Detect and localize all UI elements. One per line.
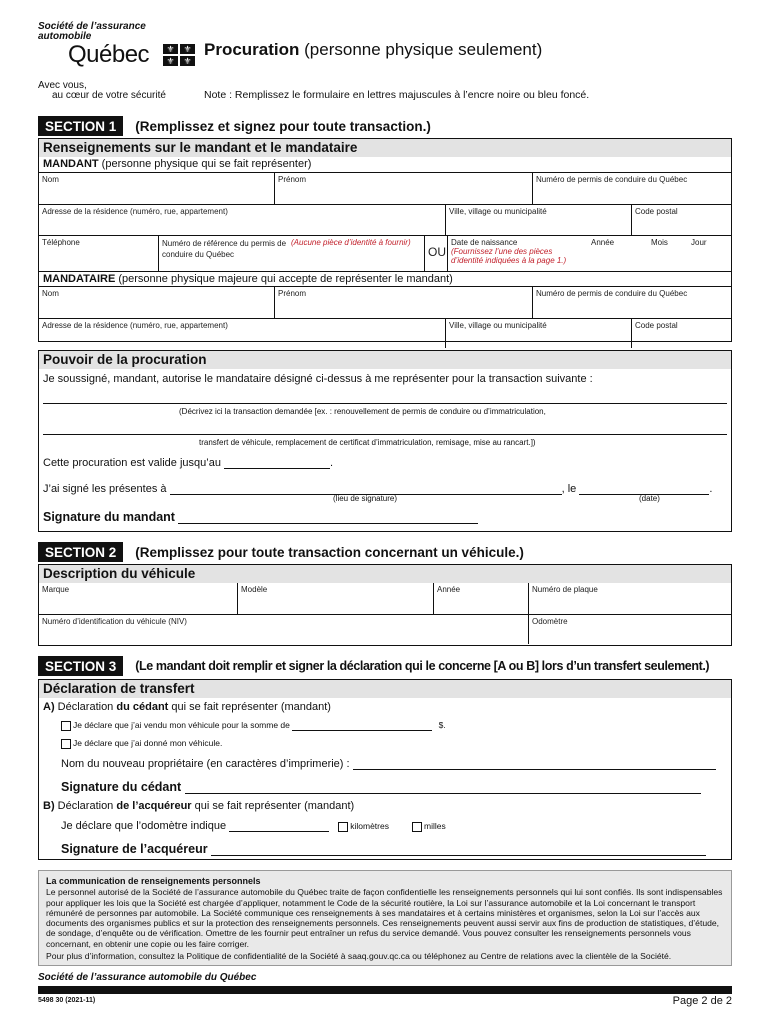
transfert-box [38, 679, 732, 860]
pouvoir-box [38, 350, 732, 532]
footer-org: Société de l’assurance automobile du Québec [38, 972, 257, 983]
mandataire-nom-field[interactable]: Nom [39, 287, 275, 318]
vehicule-title: Description du véhicule [39, 565, 731, 583]
section-1-instruction: (Remplissez et signez pour toute transaction.) [135, 118, 431, 134]
fournissez-note: (Fournissez l’une des pièces d’identité indiquées à la page 1.) [451, 247, 567, 265]
privacy-title: La communication de renseignements personnels [46, 876, 261, 886]
mandant-adresse-field[interactable]: Adresse de la résidence (numéro, rue, appartement) [39, 205, 446, 235]
mandant-code-postal-field[interactable]: Code postal [635, 207, 678, 216]
form-code: 5498 30 (2021-11) [38, 997, 96, 1004]
section-2-badge: SECTION 2 [38, 542, 123, 562]
donne-line: Je déclare que j’ai donné mon véhicule. [61, 738, 222, 749]
privacy-paragraph-2: Pour plus d’information, consultez la Politique de confidentialité de la Société à saaq.gouv.qc.ca ou téléphonez au Centre de relations avec la clientèle de la Société. [46, 951, 672, 962]
pouvoir-sentence: Je soussigné, mandant, autorise le mandataire désigné ci-dessus à me représenter pour la transaction suivante : [43, 373, 593, 385]
mandant-permis-field[interactable]: Numéro de permis de conduire du Québec [536, 175, 688, 184]
nouveau-proprietaire-field[interactable] [353, 758, 716, 770]
section-1-header [38, 116, 431, 136]
document-title: Procuration (personne physique seulement) [204, 40, 543, 59]
mandataire-label: MANDATAIRE (personne physique majeure qui accepte de représenter le mandant) [39, 271, 731, 286]
valide-jusqu-line: Cette procuration est valide jusqu’au . [43, 457, 334, 469]
marque-field[interactable]: Marque [39, 583, 238, 614]
signature-acquereur-field[interactable] [211, 844, 706, 856]
mandataire-ville-field[interactable]: Ville, village ou municipalité [446, 319, 632, 348]
signature-mandant-field[interactable] [178, 512, 478, 524]
mandant-ville-field[interactable]: Ville, village ou municipalité [446, 205, 632, 235]
odometre-indique-line: Je déclare que l’odomètre indique kilomètres milles [61, 820, 446, 832]
annee-label: Année [591, 238, 615, 247]
signature-mandant-line: Signature du mandant [43, 510, 478, 524]
pouvoir-title: Pouvoir de la procuration [39, 351, 731, 369]
footer-bar [38, 986, 732, 994]
signature-cedant-field[interactable] [185, 782, 701, 794]
section-1-badge: SECTION 1 [38, 116, 123, 136]
instructions-note: Note : Remplissez le formulaire en lettres majuscules à l’encre noire ou bleu foncé. [204, 89, 590, 101]
jour-label: Jour [691, 238, 707, 247]
declaration-cedant-label: A) Déclaration du cédant qui se fait représenter (mandant) [43, 701, 331, 713]
somme-field[interactable] [292, 721, 432, 731]
odometre-valeur-field[interactable] [229, 820, 329, 832]
nouveau-proprietaire-line: Nom du nouveau propriétaire (en caractères d’imprimerie) : [61, 758, 716, 770]
vendu-checkbox[interactable] [61, 721, 71, 731]
section-2-header [38, 542, 524, 562]
date-hint: (date) [639, 494, 660, 503]
mandataire-permis-field[interactable]: Numéro de permis de conduire du Québec [536, 289, 688, 298]
section-3-instruction: (Le mandant doit remplir et signer la déclaration qui le concerne [A ou B] lors d’un transfert seulement.) [135, 659, 710, 673]
quebec-logo: Québec [68, 41, 150, 68]
mandataire-code-postal-field[interactable]: Code postal [635, 321, 678, 330]
page-number: Page 2 de 2 [672, 995, 732, 1007]
transaction-line-1[interactable] [43, 403, 727, 404]
fleur-de-lis-flag-icon: ⚜ ⚜ ⚜ ⚜ [163, 44, 195, 66]
transaction-hint-2: transfert de véhicule, remplacement de certificat d’immatriculation, remisage, mise au rancart.]) [199, 438, 536, 447]
motto-line1: Avec vous, [38, 80, 87, 91]
transaction-line-2[interactable] [43, 434, 727, 435]
mandant-prenom-field[interactable]: Prénom [275, 173, 533, 204]
signe-a-line: J’ai signé les présentes à , le . [43, 483, 713, 495]
annee-field[interactable]: Année [434, 583, 529, 614]
signature-acquereur-line: Signature de l’acquéreur [61, 842, 706, 856]
mandataire-adresse-field[interactable]: Adresse de la résidence (numéro, rue, appartement) [39, 319, 446, 348]
valide-date-field[interactable] [224, 457, 330, 469]
mandant-ref-permis-field[interactable]: Numéro de référence du permis de conduire du Québec (Aucune pièce d’identité à fournir) [159, 236, 425, 271]
vehicule-box [38, 564, 732, 646]
signature-cedant-line: Signature du cédant [61, 780, 701, 794]
odometre-field[interactable]: Odomètre [532, 617, 568, 626]
milles-checkbox[interactable] [412, 822, 422, 832]
plaque-field[interactable]: Numéro de plaque [532, 585, 598, 594]
aucune-piece-note: (Aucune pièce d’identité à fournir) [291, 238, 411, 247]
lieu-hint: (lieu de signature) [333, 494, 398, 503]
section-2-instruction: (Remplissez pour toute transaction concernant un véhicule.) [135, 544, 524, 560]
privacy-notice [38, 870, 732, 966]
mandant-nom-field[interactable]: Nom [39, 173, 275, 204]
mois-label: Mois [651, 238, 668, 247]
page-header [38, 22, 738, 102]
mandant-date-naissance-field[interactable]: Date de naissance Année Mois Jour (Fournissez l’une des pièces d’identité indiquées à la page 1.) [447, 236, 731, 271]
privacy-paragraph-1: Le personnel autorisé de la Société de l’assurance automobile du Québec traite de façon confidentielle les renseignements personnels qui lui sont confiés. Ils sont indispensables pour appliquer les lois que la Société est chargée d’appliquer, notamment le Code de la sécurité routière, la Loi sur l’assurance automobile et la Loi concernant le transport rémunéré de personnes par automobile. La Société communique ces renseignements à ses mandataires et à certains ministères et organismes, selon la Loi sur l’accès aux documents des organismes publics et sur la protection des renseignements personnels. Ces renseignements peuvent aussi servir aux fins de production de statistiques, d’étude, de sondage, d’enquête ou de vérification. Omettre de les fournir peut entraîner un refus du service demandé. Vous pouvez consulter les renseignements personnels vous concernant, en obtenir une copie ou les faire corriger. [46, 887, 723, 949]
ou-label: OU [428, 245, 446, 259]
vendu-line: Je déclare que j’ai vendu mon véhicule pour la somme de $. [61, 720, 446, 731]
mandant-telephone-field[interactable]: Téléphone [39, 236, 159, 271]
motto-line2: au cœur de votre sécurité [52, 90, 166, 101]
mandant-label: MANDANT (personne physique qui se fait représenter) [43, 158, 312, 170]
section-3-badge: SECTION 3 [38, 656, 123, 676]
niv-field[interactable]: Numéro d’identification du véhicule (NIV) [39, 615, 529, 644]
org-logo-text: Société de l’assurance automobile [38, 21, 146, 42]
km-checkbox[interactable] [338, 822, 348, 832]
box-title: Renseignements sur le mandant et le mandataire [39, 139, 731, 157]
declaration-acquereur-label: B) Déclaration de l’acquéreur qui se fait représenter (mandant) [43, 800, 355, 812]
transfert-title: Déclaration de transfert [39, 680, 731, 698]
section-3-header [38, 656, 709, 676]
modele-field[interactable]: Modèle [238, 583, 434, 614]
donne-checkbox[interactable] [61, 739, 71, 749]
mandataire-prenom-field[interactable]: Prénom [275, 287, 533, 318]
mandant-mandataire-box [38, 138, 732, 342]
transaction-hint-1: (Décrivez ici la transaction demandée [ex. : renouvellement de permis de conduire ou d’immatriculation, [179, 407, 546, 416]
